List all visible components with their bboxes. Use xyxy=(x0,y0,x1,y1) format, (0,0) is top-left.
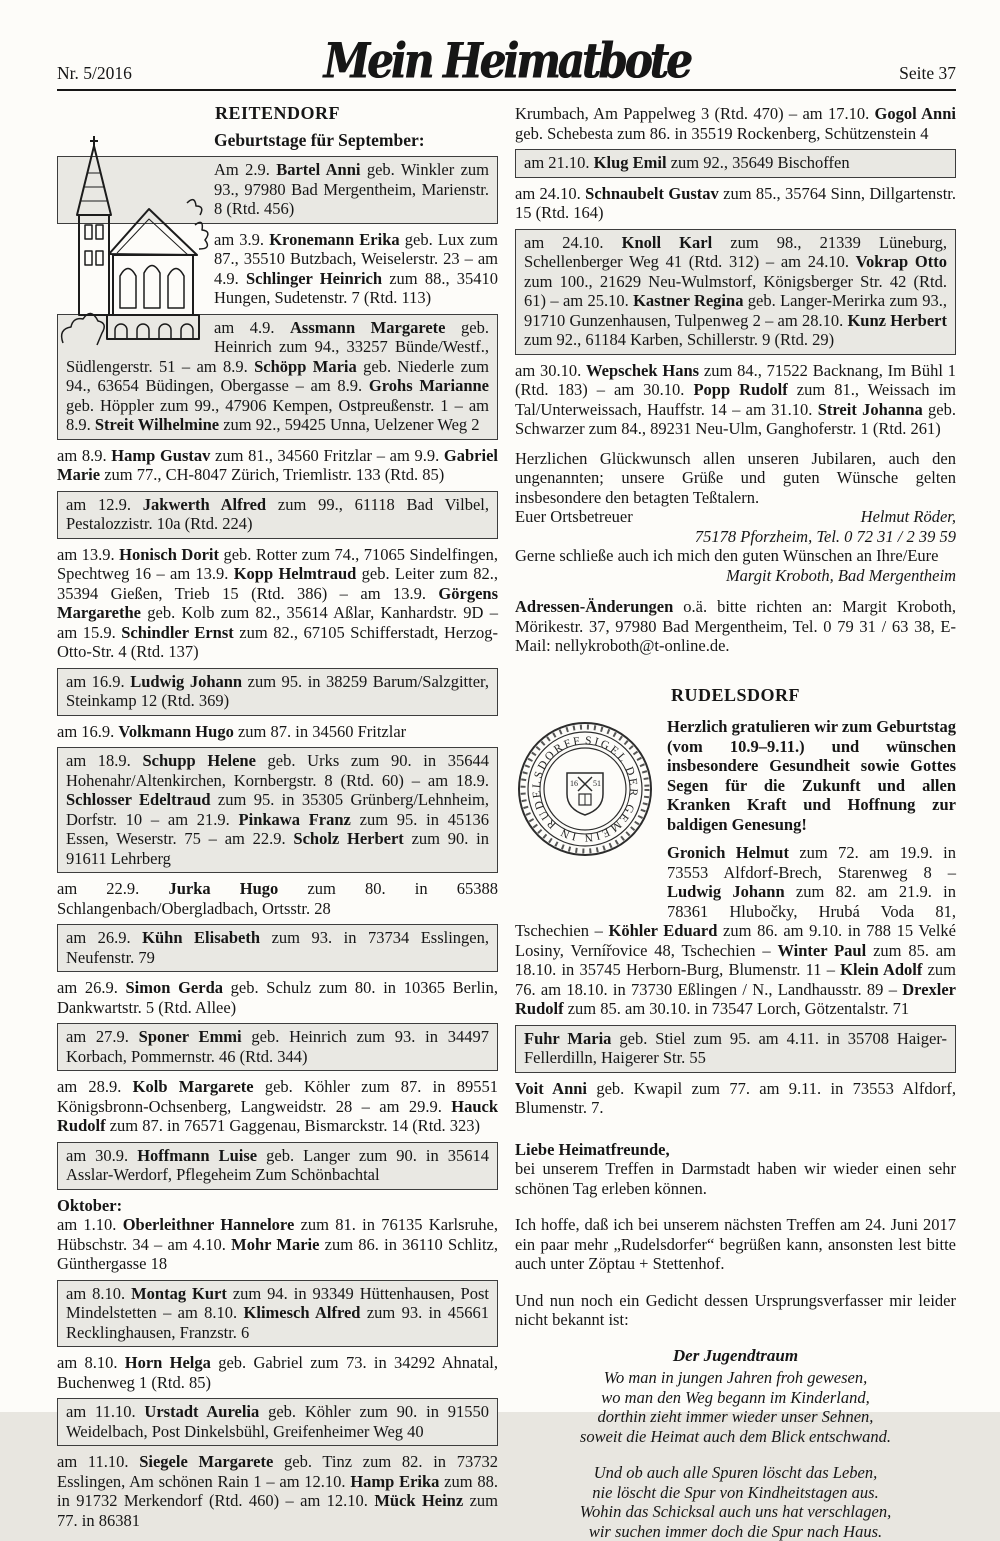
letter-salutation: Liebe Heimatfreunde, xyxy=(515,1140,956,1160)
poem xyxy=(515,1346,956,1541)
birthday-entry: Voit Anni geb. Kwapil zum 77. am 9.11. in 73553 Alfdorf, Blumenstr. 7. xyxy=(515,1079,956,1118)
left-column xyxy=(57,104,498,1541)
birthday-entry: am 11.10. Siegele Margarete geb. Tinz zum 82. in 73732 Esslingen, Am schönen Rain 1 – am 12.10. Hamp Erika zum 88. in 91732 Merkendorf (Rtd. 460) – am 12.10. Mück Heinz zum 77. in 86381 xyxy=(57,1452,498,1530)
seal-drawing xyxy=(515,719,655,859)
birthday-entry: am 1.10. Oberleithner Hannelore zum 81. in 76135 Karlsruhe, Hübschstr. 34 – am 4.10. Mohr Marie zum 86. in 36110 Schlitz, Günthergasse 18 xyxy=(57,1215,498,1274)
birthday-entry: am 26.9. Simon Gerda geb. Schulz zum 80. in 10365 Berlin, Dankwartstr. 5 (Rtd. Allee) xyxy=(57,978,498,1017)
poem-line: dorthin zieht immer wieder unser Sehnen, xyxy=(515,1407,956,1427)
poem-line: Und ob auch alle Spuren löscht das Leben, xyxy=(515,1463,956,1483)
birthday-entry: am 12.9. Jakwerth Alfred zum 99., 61118 Bad Vilbel, Pestalozzistr. 10a (Rtd. 224) xyxy=(57,491,498,539)
birthday-entry: am 27.9. Sponer Emmi geb. Heinrich zum 93. in 34497 Korbach, Pommernstr. 46 (Rtd. 344) xyxy=(57,1023,498,1071)
reitendorf-entries xyxy=(57,156,498,1530)
poem-title: Der Jugendtraum xyxy=(515,1346,956,1366)
poem-line: nie löscht die Spur von Kindheitstagen aus. xyxy=(515,1483,956,1503)
birthday-entry: Fuhr Maria geb. Stiel zum 95. am 4.11. in 35708 Haiger-Fellerdilln, Haigerer Str. 55 xyxy=(515,1025,956,1073)
poem-line: soweit die Heimat auch dem Blick entschwand. xyxy=(515,1427,956,1447)
birthday-entry: am 21.10. Klug Emil zum 92., 35649 Bischoffen xyxy=(515,149,956,178)
birthday-entry: Am 2.9. Bartel Anni geb. Winkler zum 93., 97980 Bad Mergentheim, Marienstr. 8 (Rtd. 456) xyxy=(57,156,498,224)
rudelsdorf-seal xyxy=(515,719,655,917)
signer-name: Helmut Röder, xyxy=(861,507,956,527)
poem-line: wir suchen immer doch die Spur nach Haus. xyxy=(515,1522,956,1541)
birthday-subtitle: Geburtstage für September: xyxy=(57,131,498,151)
birthday-entry: am 18.9. Schupp Helene geb. Urks zum 90. in 35644 Hohenahr/Altenkirchen, Kornbergstr. 8 (Rtd. 60) – am 18.9. Schlosser Edeltraud zum 95. in 35305 Grünberg/Lehnheim, Dorfstr. 10 – am 21.9. Pinkawa Franz zum 95. in 45136 Essen, Weserstr. 75 – am 22.9. Scholz Herbert zum 90. in 91611 Lehrberg xyxy=(57,747,498,873)
letter-paragraph-1: bei unserem Treffen in Darmstadt haben wir wieder einen sehr schönen Tag erleben können. xyxy=(515,1159,956,1198)
seal-ring-text: SIGEL DER GEMEIN IN RUDELSDORFF xyxy=(531,735,639,843)
birthday-entry: am 26.9. Kühn Elisabeth zum 93. in 73734 Esslingen, Neufenstr. 79 xyxy=(57,924,498,972)
month-heading: Oktober: xyxy=(57,1196,498,1216)
seal-year-right: 51 xyxy=(593,779,601,788)
page-number: Seite 37 xyxy=(899,63,956,84)
birthday-entry: am 8.9. Hamp Gustav zum 81., 34560 Fritzlar – am 9.9. Gabriel Marie zum 77., CH-8047 Zürich, Triemlistr. 133 (Rtd. 85) xyxy=(57,446,498,485)
congratulations-paragraph: Herzlichen Glückwunsch allen unseren Jubilaren, auch den ungenannten; unsere Grüße und guten Wünsche gelten insbesondere den betagten Teßtalern. xyxy=(515,449,956,508)
birthday-entry: Krumbach, Am Pappelweg 3 (Rtd. 470) – am 17.10. Gogol Anni geb. Schebesta zum 86. in 35519 Rockenberg, Schützenstein 4 xyxy=(515,104,956,143)
address-change-note xyxy=(515,597,956,656)
right-column xyxy=(515,104,956,1541)
poem-line: wo man den Weg begann im Kinderland, xyxy=(515,1388,956,1408)
signoff-label: Euer Ortsbetreuer xyxy=(515,507,633,527)
letter xyxy=(515,1140,956,1330)
birthday-entry: am 16.9. Ludwig Johann zum 95. in 38259 Barum/Salzgitter, Steinkamp 12 (Rtd. 369) xyxy=(57,668,498,716)
letter-paragraph-2: Ich hoffe, daß ich bei unserem nächsten Treffen am 24. Juni 2017 ein paar mehr „Rudelsdorfer“ begrüßen kann, ansonsten lest bitte auch unter Zöptau + Stettenhof. xyxy=(515,1215,956,1274)
birthday-entry: am 24.10. Knoll Karl zum 98., 21339 Lüneburg, Schellenberger Weg 41 (Rtd. 312) – am 24.10. Vokrap Otto zum 100., 21629 Neu-Wulmstorf, Königsberger Str. 42 (Rtd. 61) – am 25.10. Kastner Regina geb. Langer-Merirka zum 93., 91710 Gunzenhausen, Tulpenweg 2 – am 28.10. Kunz Herbert zum 92., 61184 Karben, Schillerstr. 9 (Rtd. 29) xyxy=(515,229,956,355)
page-header xyxy=(57,28,956,91)
birthday-entry: am 16.9. Volkmann Hugo zum 87. in 34560 Fritzlar xyxy=(57,722,498,742)
svg-text:SIGEL DER GEMEIN IN RUDELSDORF xyxy=(531,735,639,843)
poem-line: Wohin das Schicksal auch uns hat verschlagen, xyxy=(515,1502,956,1522)
join-wishes-line: Gerne schließe auch ich mich den guten Wünschen an Ihre/Eure xyxy=(515,546,956,566)
birthday-entry: am 30.9. Hoffmann Luise geb. Langer zum 90. in 35614 Asslar-Werdorf, Pflegeheim Zum Schönbachtal xyxy=(57,1142,498,1190)
birthday-entry: am 13.9. Honisch Dorit geb. Rotter zum 74., 71065 Sindelfingen, Spechtweg 16 – am 13.9. Kopp Helmtraud geb. Leiter zum 82., 35394 Gießen, Trieb 15 (Rtd. 386) – am 13.9. Görgens Margarethe geb. Kolb zum 82., 35614 Aßlar, Kanhardstr. 9D – am 15.9. Schindler Ernst zum 82., 67105 Schifferstadt, Herzog-Otto-Str. 4 (Rtd. 137) xyxy=(57,545,498,662)
birthday-entry: am 8.10. Montag Kurt zum 94. in 93349 Hüttenhausen, Post Mindelstetten – am 8.10. Klimesch Alfred zum 93. in 45661 Recklinghausen, Franzstr. 6 xyxy=(57,1280,498,1348)
signer-address: 75178 Pforzheim, Tel. 0 72 31 / 2 39 59 xyxy=(515,527,956,547)
birthday-entry: am 4.9. Assmann Margarete geb. Heinrich zum 94., 33257 Bünde/Westf., Südlengerstr. 51 – am 8.9. Schöpp Maria geb. Niederle zum 94., 63654 Büdingen, Obergasse – am 8.9. Grohs Marianne geb. Höppler zum 99., 47906 Kempen, Ostpreußenstr. 1 – am 8.9. Streit Wilhelmine zum 92., 59425 Unna, Uelzener Weg 2 xyxy=(57,314,498,440)
birthday-entry: Gronich Helmut zum 72. am 19.9. in 73553 Alfdorf-Brech, Starenweg 8 – Ludwig Johann zum 82. am 21.9. in 78361 Hlubočky, Hrubá Voda 81, Tschechien – Köhler Eduard zum 86. am 9.10. in 788 15 Velké Losiny, Vernířovice 48, Tschechien – Winter Paul zum 85. am 18.10. in 35745 Herborn-Burg, Blumenstr. 11 – Klein Adolf zum 76. am 18.10. in 73730 Eßlingen / N., Landhausstr. 89 – Drexler Rudolf zum 85. am 30.10. in 73547 Lorch, Götzentalstr. 71 xyxy=(515,843,956,1019)
poem-line: Wo man in jungen Jahren froh gewesen, xyxy=(515,1368,956,1388)
reitendorf-entries-continued xyxy=(515,104,956,439)
section-title-reitendorf: REITENDORF xyxy=(57,104,498,124)
birthday-entry: Adressen-Änderungen o.ä. bitte richten an: Margit Kroboth, Mörikestr. 37, 97980 Bad Mergentheim, Tel. 0 79 31 / 63 38, E-Mail: nellykroboth@t-online.de. xyxy=(515,597,956,656)
letter-paragraph-3: Und nun noch ein Gedicht dessen Ursprungsverfasser mir leider nicht bekannt ist: xyxy=(515,1291,956,1330)
content-columns xyxy=(57,104,956,1541)
poem-stanza-1 xyxy=(515,1368,956,1446)
birthday-entry: am 22.9. Jurka Hugo zum 80. in 65388 Schlangenbach/Obergladbach, Ortsstr. 28 xyxy=(57,879,498,918)
church-illustration xyxy=(57,133,205,345)
stanza-gap xyxy=(515,1446,956,1463)
birthday-entry: am 11.10. Urstadt Aurelia geb. Köhler zum 90. in 91550 Weidelbach, Post Dinkelsbühl, Greifenheimer Weg 40 xyxy=(57,1398,498,1446)
rudelsdorf-intro: Herzlich gratulieren wir zum Geburtstag (vom 10.9–9.11.) und wünschen insbesondere Gesundheit sowie Gottes Segen für die Zukunft und allen Kranken Kraft und Hoffnung zur baldigen Genesung! xyxy=(515,717,956,834)
seal-year-left: 16 xyxy=(570,779,578,788)
birthday-entry: am 24.10. Schnaubelt Gustav zum 85., 35764 Sinn, Dillgartenstr. 15 (Rtd. 164) xyxy=(515,184,956,223)
issue-number: Nr. 5/2016 xyxy=(57,63,132,84)
masthead-logo: Mein Heimatbote xyxy=(323,33,689,89)
signoff-row xyxy=(515,507,956,527)
poem-stanza-2 xyxy=(515,1463,956,1541)
section-title-rudelsdorf: RUDELSDORF xyxy=(515,686,956,706)
join-signer: Margit Kroboth, Bad Mergentheim xyxy=(515,566,956,586)
church-drawing xyxy=(57,133,205,345)
birthday-entry: am 3.9. Kronemann Erika geb. Lux zum 87., 35510 Butzbach, Weiselerstr. 23 – am 4.9. Schlinger Heinrich zum 88., 35410 Hungen, Sudetenstr. 7 (Rtd. 113) xyxy=(57,230,498,308)
birthday-entry: am 8.10. Horn Helga geb. Gabriel zum 73. in 34292 Ahnatal, Buchenweg 1 (Rtd. 85) xyxy=(57,1353,498,1392)
birthday-entry: am 28.9. Kolb Margarete geb. Köhler zum 87. in 89551 Königsbronn-Ochsenberg, Langweidstr. 28 – am 29.9. Hauck Rudolf zum 87. in 76571 Gaggenau, Bismarckstr. 14 (Rtd. 323) xyxy=(57,1077,498,1136)
birthday-entry: am 30.10. Wepschek Hans zum 84., 71522 Backnang, Im Bühl 1 (Rtd. 183) – am 30.10. Popp Rudolf zum 81., Weissach im Tal/Unterweissach, Hauffstr. 14 – am 31.10. Streit Johanna geb. Schwarzer zum 84., 89231 Neu-Ulm, Ganghoferstr. 1 (Rtd. 261) xyxy=(515,361,956,439)
